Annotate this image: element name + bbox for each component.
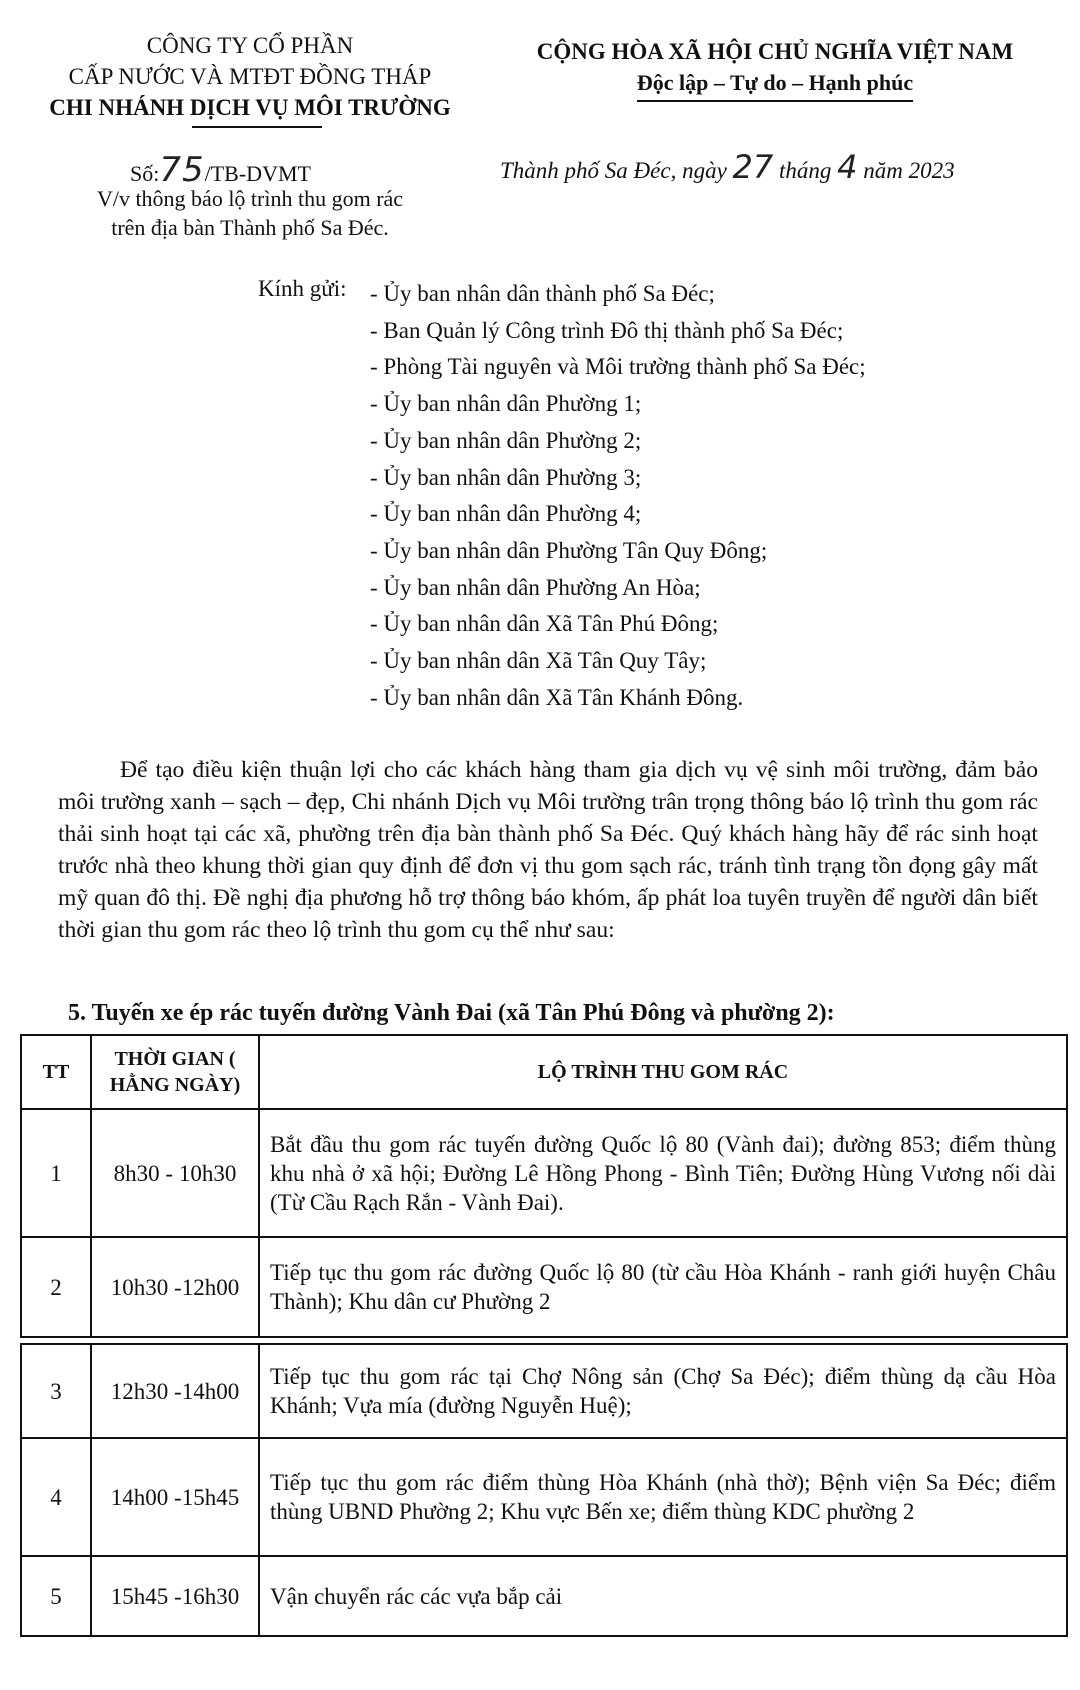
recipient-item: - Ủy ban nhân dân Xã Tân Phú Đông; <box>370 611 719 637</box>
recipient-item: - Ủy ban nhân dân thành phố Sa Đéc; <box>370 281 715 306</box>
row-time: 8h30 - 10h30 <box>91 1109 259 1237</box>
row-tt: 4 <box>21 1438 91 1556</box>
date-month-handwritten: 4 <box>837 148 858 186</box>
company-name: CÔNG TY CỔ PHẦN <box>146 33 354 58</box>
recipient-item: - Ủy ban nhân dân Xã Tân Quy Tây; <box>370 648 707 674</box>
recipient-item: - Ủy ban nhân dân Phường 1; <box>370 391 642 417</box>
row-route: Bắt đầu thu gom rác tuyến đường Quốc lộ 80 (Vành đai); đường 853; điểm thùng khu nhà ở xã hội; Đường Lê Hồng Phong - Bình Tiên; Đường Hùng Vương nối dài (Từ Cầu Rạch Rắn - Vành Đai). <box>259 1109 1067 1237</box>
intro-paragraph: Để tạo điều kiện thuận lợi cho các khách hàng tham gia dịch vụ vệ sinh môi trường, đảm bảo môi trường xanh – sạch – đẹp, Chi nhánh Dịch vụ Môi trường trân trọng thông báo lộ trình thu gom rác thải sinh hoạt tại các xã, phường trên địa bàn thành phố Sa Đéc. Quý khách hàng hãy để rác sinh hoạt trước nhà theo khung thời gian quy định để đơn vị thu gom sạch rác, tránh tình trạng tồn đọng gây mất mỹ quan đô thị. Đề nghị địa phương hỗ trợ thông báo khóm, ấp phát loa tuyên truyền để người dân biết thời gian thu gom rác theo lộ trình thu gom cụ thể như sau: <box>58 757 1038 943</box>
doc-number-handwritten: 75 <box>159 150 205 190</box>
table-row <box>21 1109 1067 1237</box>
row-tt: 2 <box>21 1237 91 1337</box>
recipient-item: - Ban Quản lý Công trình Đô thị thành phố Sa Đéc; <box>370 317 844 343</box>
date-year: năm 2023 <box>863 158 955 183</box>
recipient-item: - Ủy ban nhân dân Phường 2; <box>370 427 642 453</box>
recipient-item: - Ủy ban nhân dân Phường 3; <box>370 464 642 490</box>
date-prefix: Thành phố Sa Đéc, ngày <box>500 158 727 183</box>
row-time: 12h30 -14h00 <box>91 1344 259 1438</box>
route-table <box>20 1034 1068 1338</box>
table-row <box>21 1344 1067 1438</box>
recipient-item: - Ủy ban nhân dân Phường An Hòa; <box>370 574 701 600</box>
date-day-handwritten: 27 <box>732 148 774 186</box>
branch-name: CHI NHÁNH DỊCH VỤ MÔI TRƯỜNG <box>49 95 451 120</box>
recipient-item: - Ủy ban nhân dân Phường Tân Quy Đông; <box>370 537 768 563</box>
row-route: Vận chuyển rác các vựa bắp cải <box>259 1556 1067 1636</box>
company-name-line2: CẤP NƯỚC VÀ MTĐT ĐỒNG THÁP <box>68 64 432 89</box>
recipient-item: - Ủy ban nhân dân Phường 4; <box>370 501 642 527</box>
row-route: Tiếp tục thu gom rác điểm thùng Hòa Khánh (nhà thờ); Bệnh viện Sa Đéc; điểm thùng UBND Phường 2; Khu vực Bến xe; điểm thùng KDC phường 2 <box>259 1438 1067 1556</box>
date-month-label: tháng <box>779 158 832 183</box>
nation-title: CỘNG HÒA XÃ HỘI CHỦ NGHĨA VIỆT NAM <box>536 39 1014 64</box>
header-time: THỜI GIAN ( HẰNG NGÀY) <box>91 1035 259 1109</box>
table-header-row <box>21 1035 1067 1109</box>
table-row <box>21 1438 1067 1556</box>
recipients-list <box>370 276 866 716</box>
row-time: 10h30 -12h00 <box>91 1237 259 1337</box>
header-tt: TT <box>21 1035 91 1109</box>
row-time: 14h00 -15h45 <box>91 1438 259 1556</box>
recipient-item: - Phòng Tài nguyên và Môi trường thành phố Sa Đéc; <box>370 354 866 380</box>
table-row <box>21 1237 1067 1337</box>
subject-line-2: trên địa bàn Thành phố Sa Đéc. <box>111 215 389 240</box>
national-motto: Độc lập – Tự do – Hạnh phúc <box>637 67 913 102</box>
section-title: 5. Tuyến xe ép rác tuyến đường Vành Đai (xã Tân Phú Đông và phường 2): <box>68 1000 835 1026</box>
route-table-continued <box>20 1343 1068 1637</box>
doc-number-suffix: /TB-DVMT <box>204 161 311 186</box>
organization-header <box>10 30 490 123</box>
subject-line-1: V/v thông báo lộ trình thu gom rác <box>96 186 404 211</box>
recipients-label: Kính gửi: <box>258 276 347 301</box>
row-tt: 1 <box>21 1109 91 1237</box>
header-divider <box>192 126 322 128</box>
row-time: 15h45 -16h30 <box>91 1556 259 1636</box>
doc-number-prefix: Số: <box>130 161 160 186</box>
document-date <box>500 148 955 186</box>
national-header <box>490 36 1060 102</box>
row-route: Tiếp tục thu gom rác đường Quốc lộ 80 (từ cầu Hòa Khánh - ranh giới huyện Châu Thành); Khu dân cư Phường 2 <box>259 1237 1067 1337</box>
recipient-item: - Ủy ban nhân dân Xã Tân Khánh Đông. <box>370 684 744 710</box>
row-tt: 3 <box>21 1344 91 1438</box>
row-route: Tiếp tục thu gom rác tại Chợ Nông sản (Chợ Sa Đéc); điểm thùng dạ cầu Hòa Khánh; Vựa mía (đường Nguyễn Huệ); <box>259 1344 1067 1438</box>
header-route: LỘ TRÌNH THU GOM RÁC <box>259 1035 1067 1109</box>
document-subject <box>10 184 490 242</box>
row-tt: 5 <box>21 1556 91 1636</box>
table-row <box>21 1556 1067 1636</box>
